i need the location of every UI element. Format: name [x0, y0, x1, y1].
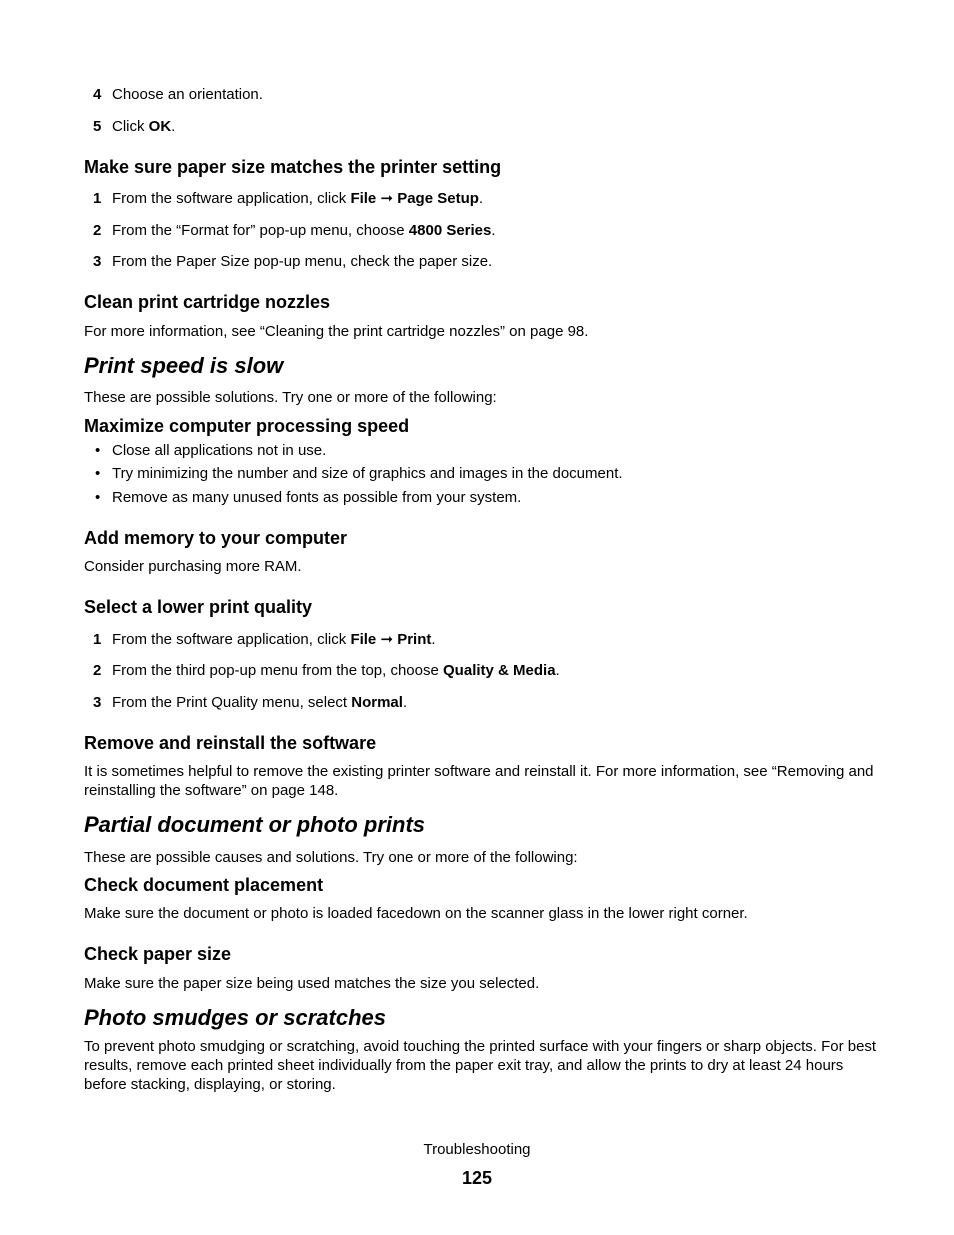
step-number: 2	[93, 222, 102, 239]
paragraph: Make sure the paper size being used matches the size you selected.	[84, 975, 540, 992]
step-number: 3	[93, 253, 102, 270]
paragraph: Consider purchasing more RAM.	[84, 558, 302, 575]
step-number: 2	[93, 662, 102, 679]
step-number: 1	[93, 190, 102, 207]
section-heading: Clean print cartridge nozzles	[84, 292, 331, 312]
topic-title: Photo smudges or scratches	[84, 1005, 386, 1030]
topic-title: Partial document or photo prints	[84, 812, 426, 837]
step-text: Click OK.	[112, 118, 176, 135]
section-heading: Select a lower print quality	[84, 597, 313, 617]
step-number: 4	[93, 86, 102, 103]
step-text: From the software application, click File ➞ Print.	[112, 631, 436, 648]
paragraph: Make sure the document or photo is loaded facedown on the scanner glass in the lower right corner.	[84, 905, 748, 922]
paragraph: These are possible solutions. Try one or more of the following:	[84, 389, 497, 406]
footer-section-name: Troubleshooting	[423, 1141, 531, 1158]
bullet-icon: •	[95, 442, 101, 459]
section-heading: Check paper size	[84, 944, 232, 964]
step-text: Choose an orientation.	[112, 86, 263, 103]
topic-title: Print speed is slow	[84, 353, 284, 378]
step-number: 1	[93, 631, 102, 648]
arrow-icon: ➞	[380, 631, 394, 648]
section-heading: Make sure paper size matches the printer setting	[84, 157, 502, 177]
step-number: 5	[93, 118, 102, 135]
page-number: 125	[461, 1168, 493, 1188]
step-text: From the Print Quality menu, select Normal.	[112, 694, 408, 711]
step-text: From the “Format for” pop-up menu, choose 4800 Series.	[112, 222, 496, 239]
arrow-icon: ➞	[380, 190, 394, 207]
bullet-icon: •	[95, 465, 101, 482]
step-text: From the third pop-up menu from the top, choose Quality & Media.	[112, 662, 560, 679]
section-heading: Check document placement	[84, 875, 324, 895]
paragraph: To prevent photo smudging or scratching, avoid touching the printed surface with your fingers or sharp objects. For best results, remove each printed sheet individually from the paper exit tray, and allow the prints to dry at least 24 hours before stacking, displaying, or storing.	[84, 1038, 877, 1093]
step-text: From the Paper Size pop-up menu, check the paper size.	[112, 253, 493, 270]
paragraph: These are possible causes and solutions. Try one or more of the following:	[84, 849, 578, 866]
bullet-icon: •	[95, 489, 101, 506]
section-heading: Add memory to your computer	[84, 528, 348, 548]
paragraph: It is sometimes helpful to remove the existing printer software and reinstall it. For more information, see “Removing and reinstalling the software” on page 148.	[84, 763, 874, 799]
paragraph: For more information, see “Cleaning the print cartridge nozzles” on page 98.	[84, 323, 589, 340]
step-number: 3	[93, 694, 102, 711]
step-text: From the software application, click File ➞ Page Setup.	[112, 190, 484, 207]
section-heading: Maximize computer processing speed	[84, 416, 410, 436]
section-heading: Remove and reinstall the software	[84, 733, 377, 753]
